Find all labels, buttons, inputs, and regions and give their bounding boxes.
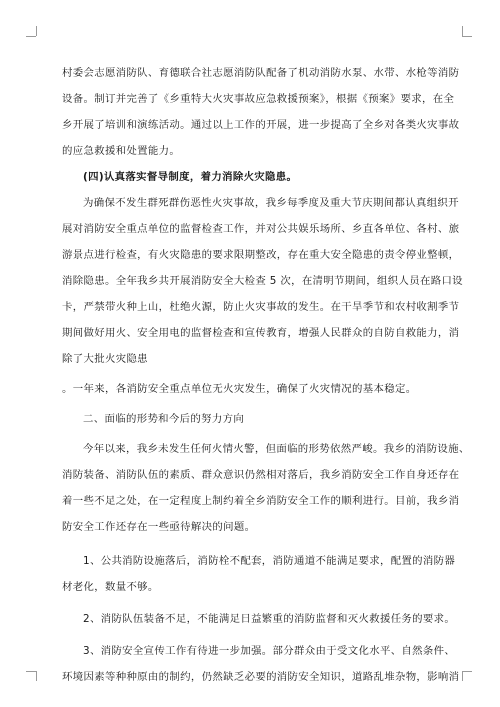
body-line: 防安全工作还存在一些亟待解决的问题。 <box>62 521 256 533</box>
crop-mark-bottom-right-v <box>462 671 463 681</box>
crop-mark-bottom-right-h <box>462 671 472 672</box>
body-line: 消防装备、消防队伍的素质、群众意识仍然相对落后，我乡消防安全工作自身还存在 <box>62 469 460 481</box>
body-line: 卡，严禁带火种上山，杜绝火源，防止火灾事故的发生。在干旱季节和农村收割季节 <box>62 301 460 313</box>
body-line: 期间做好用火、安全用电的监督检查和宣传教育，增强人民群众的自防自救能力，消 <box>62 327 460 339</box>
crop-mark-top-left-h <box>26 36 36 37</box>
section-heading: 二、面临的形势和今后的努力方向 <box>83 413 245 425</box>
crop-mark-top-left-v <box>36 26 37 36</box>
section-heading: (四)认真落实督导制度，着力消除火灾隐患。 <box>83 171 298 183</box>
body-line: 设备。制订并完善了《乡重特大火灾事故应急救援预案》，根据《预案》要求，在全 <box>62 93 455 105</box>
crop-mark-top-right-h <box>462 36 472 37</box>
body-line: 游景点进行检查，有火灾隐患的要求限期整改，存在重大安全隐患的责令停业整顿， <box>62 249 460 261</box>
body-line: 今年以来，我乡未发生任何火情火警，但面临的形势依然严峻。我乡的消防设施、 <box>83 443 470 455</box>
body-line: 为确保不发生群死群伤恶性火灾事故，我乡每季度及重大节庆期间都认真组织开 <box>83 197 459 209</box>
crop-mark-top-right-v <box>462 26 463 36</box>
list-item: 2、消防队伍装备不足，不能满足日益繁重的消防监督和灭火救援任务的要求。 <box>83 613 456 625</box>
list-item-continuation: 环境因素等种种原由的制约，仍然缺乏必要的消防安全知识，道路乱堆杂物，影响消 <box>62 671 460 683</box>
list-item-continuation: 材老化，数量不够。 <box>62 581 159 593</box>
body-line: 着一些不足之处，在一定程度上制约着全乡消防安全工作的顺利进行。目前，我乡消 <box>62 495 460 507</box>
list-item: 3、消防安全宣传工作有待进一步加强。部分群众由于受文化水平、自然条件、 <box>83 645 456 657</box>
body-line: 的应急救援和处置能力。 <box>62 145 181 157</box>
body-line: 除了大批火灾隐患 <box>62 353 148 365</box>
body-line: 乡开展了培训和演练活动。通过以上工作的开展，进一步提高了全乡对各类火灾事故 <box>62 119 460 131</box>
body-line: 。一年来，各消防安全重点单位无火灾发生，确保了火灾情况的基本稳定。 <box>62 383 417 395</box>
body-line: 村委会志愿消防队、育德联合社志愿消防队配备了机动消防水泵、水带、水枪等消防 <box>62 67 460 79</box>
list-item: 1、公共消防设施落后，消防栓不配套，消防通道不能满足要求，配置的消防器 <box>83 555 456 567</box>
crop-mark-bottom-left-h <box>26 671 36 672</box>
crop-mark-bottom-left-v <box>36 671 37 681</box>
body-line: 消除隐患。全年我乡共开展消防安全大检查 5 次，在清明节期间，组织人员在路口设 <box>62 275 463 287</box>
body-line: 展对消防安全重点单位的监督检查工作，并对公共娱乐场所、乡直各单位、各村、旅 <box>62 223 460 235</box>
